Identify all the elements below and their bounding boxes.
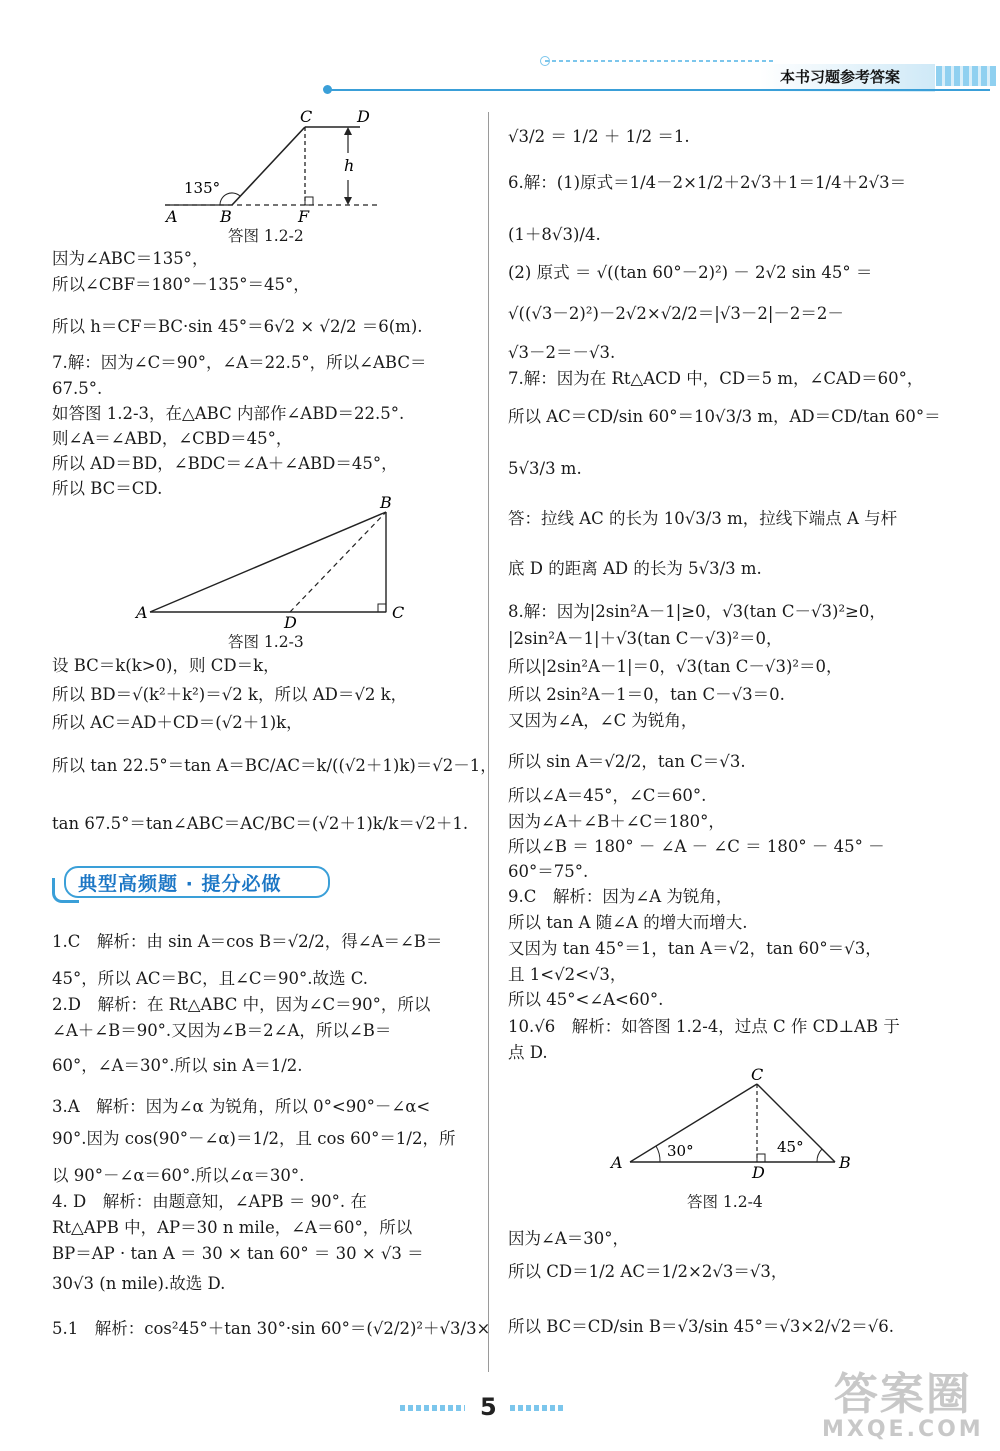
answer-line: 所以 BC＝CD. — [52, 479, 163, 498]
fig-1-2-3-label-C: C — [392, 603, 405, 622]
answer-line: 又因为∠A，∠C 为锐角， — [508, 711, 698, 730]
answer-line: 因为∠ABC＝135°， — [52, 249, 209, 268]
answer-line: 又因为 tan 45°＝1，tan A＝√2，tan 60°＝√3， — [508, 939, 882, 958]
answer-line: ∠A＋∠B＝90°.又因为∠B＝2∠A，所以∠B＝ — [52, 1021, 392, 1040]
answer-line: 因为∠A＝30°， — [508, 1229, 629, 1248]
answer-line: 所以∠B ＝ 180° － ∠A － ∠C ＝ 180° － 45° － — [508, 837, 885, 856]
answer-line: 7.解：因为∠C＝90°，∠A＝22.5°，所以∠ABC＝ — [52, 353, 427, 372]
answer-line: Rt△APB 中，AP＝30 n mile，∠A＝60°，所以 — [52, 1218, 413, 1237]
header-stripe-decoration — [936, 66, 996, 86]
watermark-logo: 答案圈 — [833, 1369, 972, 1420]
header-title: 本书习题参考答案 — [779, 68, 900, 86]
fig-1-2-4-label-D: D — [752, 1163, 765, 1182]
answer-line: BP＝AP · tan A ＝ 30 × tan 60° ＝ 30 × √3 ＝ — [52, 1244, 424, 1263]
figure-1-2-4-caption: 答图 1.2-4 — [687, 1193, 763, 1211]
answer-line: 所以 AC＝AD＋CD＝(√2＋1)k， — [52, 713, 303, 732]
answer-line: 所以∠A＝45°，∠C＝60°. — [508, 786, 707, 805]
fig-1-2-2-label-D: D — [357, 107, 370, 126]
figure-1-2-4 — [605, 1062, 865, 1182]
fig-1-2-2-label-F: F — [298, 207, 310, 226]
answer-line: 所以 tan A 随∠A 的增大而增大. — [508, 913, 748, 932]
fig-1-2-3-label-B: B — [380, 493, 392, 512]
answer-line: 点 D. — [508, 1043, 548, 1062]
answer-line: 所以 AC＝CD/sin 60°＝10√3/3 m，AD＝CD/tan 60°＝ — [508, 407, 941, 426]
answer-line: 67.5°. — [52, 379, 103, 398]
answer-line: 所以 2sin²A－1＝0，tan C－√3＝0. — [508, 685, 785, 704]
answer-line: 2.D 解析：在 Rt△ABC 中，因为∠C＝90°，所以 — [52, 995, 431, 1014]
answer-line: 所以 tan 22.5°＝tan A＝BC/AC＝k/((√2＋1)k)＝√2－1， — [52, 756, 497, 775]
answer-line: 3.A 解析：因为∠α 为锐角，所以 0°<90°－∠α< — [52, 1097, 431, 1116]
answer-line: 因为∠A＋∠B＋∠C＝180°， — [508, 812, 725, 831]
header-dash-decoration — [545, 60, 775, 62]
answer-line: 45°，所以 AC＝BC，且∠C＝90°.故选 C. — [52, 969, 369, 988]
section-banner-title: 典型高频题 · 提分必做 — [78, 873, 282, 895]
page-number-right-decoration — [510, 1405, 565, 1411]
page-number-left-decoration — [400, 1405, 465, 1411]
answer-line: 10.√6 解析：如答图 1.2-4，过点 C 作 CD⊥AB 于 — [508, 1017, 900, 1036]
answer-line: 以 90°－∠α＝60°.所以∠α＝30°. — [52, 1166, 305, 1185]
answer-line: 所以 BD＝√(k²＋k²)＝√2 k，所以 AD＝√2 k， — [52, 685, 408, 704]
answer-line: 60°，∠A＝30°.所以 sin A＝1/2. — [52, 1056, 303, 1075]
answer-line: 6.解：(1)原式＝1/4－2×1/2＋2√3＋1＝1/4＋2√3＝ — [508, 173, 907, 192]
fig-1-2-4-angle-45: 45° — [777, 1138, 804, 1156]
answer-line: 9.C 解析：因为∠A 为锐角， — [508, 887, 733, 906]
answer-line: 5√3/3 m. — [508, 459, 582, 478]
answer-line: √3－2＝－√3. — [508, 343, 616, 362]
fig-1-2-3-label-D: D — [284, 613, 297, 632]
watermark — [822, 1369, 984, 1442]
answer-line: 所以 BC＝CD/sin B＝√3/sin 45°＝√3×2/√2＝√6. — [508, 1317, 895, 1336]
answer-line: 所以 45°<∠A<60°. — [508, 990, 664, 1009]
fig-1-2-2-label-A: A — [166, 207, 178, 226]
answer-line: 且 1<√2<√3， — [508, 965, 627, 984]
answer-line: 所以|2sin²A－1|＝0，√3(tan C－√3)²＝0， — [508, 657, 843, 676]
answer-line: 如答图 1.2-3，在△ABC 内部作∠ABD＝22.5°. — [52, 404, 405, 423]
section-banner — [52, 864, 332, 898]
fig-1-2-4-label-A: A — [611, 1153, 623, 1172]
answer-line: 底 D 的距离 AD 的长为 5√3/3 m. — [508, 559, 762, 578]
fig-1-2-3-label-A: A — [136, 603, 148, 622]
answer-line: 4. D 解析：由题意知，∠APB ＝ 90°. 在 — [52, 1192, 367, 1211]
figure-1-2-3 — [130, 492, 420, 632]
answer-line: 90°.因为 cos(90°－∠α)＝1/2，且 cos 60°＝1/2，所 — [52, 1129, 456, 1148]
answer-line: √((√3－2)²)－2√2×√2/2＝|√3－2|－2＝2－ — [508, 304, 844, 323]
answer-line: 5.1 解析：cos²45°＋tan 30°·sin 60°＝(√2/2)²＋√3/3× — [52, 1319, 491, 1338]
figure-1-2-2-caption: 答图 1.2-2 — [228, 227, 304, 245]
answer-line: 答：拉线 AC 的长为 10√3/3 m，拉线下端点 A 与杆 — [508, 509, 898, 528]
answer-line: 则∠A＝∠ABD，∠CBD＝45°， — [52, 429, 293, 448]
figure-1-2-3-caption: 答图 1.2-3 — [228, 633, 304, 651]
answer-line: √3/2 ＝ 1/2 ＋ 1/2 ＝1. — [508, 127, 690, 146]
answer-line: 所以∠CBF＝180°－135°＝45°， — [52, 275, 310, 294]
fig-1-2-4-angle-30: 30° — [667, 1142, 694, 1160]
answer-line: 设 BC＝k(k>0)，则 CD＝k， — [52, 656, 280, 675]
header-rule — [330, 89, 990, 91]
answer-line: (1＋8√3)/4. — [508, 225, 601, 244]
answer-line: 7.解：因为在 Rt△ACD 中，CD＝5 m，∠CAD＝60°， — [508, 369, 924, 388]
answer-line: 8.解：因为|2sin²A－1|≥0，√3(tan C－√3)²≥0， — [508, 602, 886, 621]
answer-line: 30√3 (n mile).故选 D. — [52, 1274, 226, 1293]
answer-line: 1.C 解析：由 sin A＝cos B＝√2/2，得∠A＝∠B＝ — [52, 932, 443, 951]
answer-line: 60°＝75°. — [508, 862, 589, 881]
answer-line: (2) 原式 ＝ √((tan 60°－2)²) － 2√2 sin 45° ＝ — [508, 263, 873, 282]
answer-line: 所以 sin A＝√2/2，tan C＝√3. — [508, 752, 746, 771]
answer-line: 所以 CD＝1/2 AC＝1/2×2√3＝√3， — [508, 1262, 788, 1281]
watermark-url: MXQE.COM — [822, 1417, 984, 1442]
fig-1-2-4-label-C: C — [751, 1065, 764, 1084]
answer-line: tan 67.5°＝tan∠ABC＝AC/BC＝(√2＋1)k/k＝√2＋1. — [52, 814, 469, 833]
answer-line: 所以 h＝CF＝BC·sin 45°＝6√2 × √2/2 ＝6(m). — [52, 317, 423, 336]
column-divider — [488, 112, 489, 1372]
fig-1-2-2-label-B: B — [220, 207, 232, 226]
answer-line: |2sin²A－1|＋√3(tan C－√3)²＝0， — [508, 629, 783, 648]
answer-line: 所以 AD＝BD，∠BDC＝∠A＋∠ABD＝45°， — [52, 454, 398, 473]
fig-1-2-2-label-h: h — [344, 156, 355, 175]
fig-1-2-2-label-C: C — [300, 107, 313, 126]
fig-1-2-2-label-angle: 135° — [184, 179, 221, 197]
fig-1-2-4-label-B: B — [839, 1153, 851, 1172]
page-number: 5 — [480, 1393, 497, 1421]
